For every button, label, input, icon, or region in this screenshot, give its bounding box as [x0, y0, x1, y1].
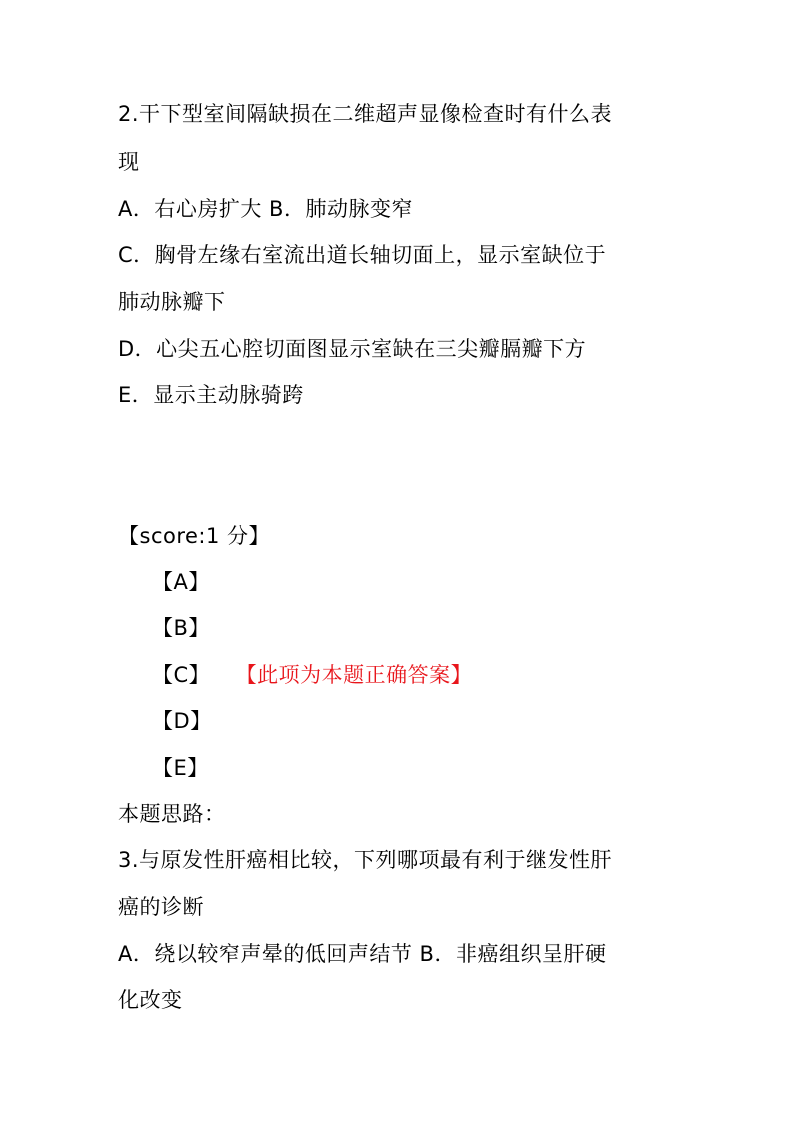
q3-option-ab-line2: 化改变	[118, 988, 183, 1012]
q3-stem-line1: 3.与原发性肝癌相比较，下列哪项最有利于继发性肝	[118, 848, 613, 872]
q2-stem-line1: 2.干下型室间隔缺损在二维超声显像检查时有什么表	[118, 102, 613, 126]
q2-option-c-line1: C．胸骨左缘右室流出道长轴切面上，显示室缺位于	[118, 243, 607, 267]
choice-c	[152, 661, 472, 689]
choice-label: 【D】	[152, 709, 212, 733]
q2-option-d: D．心尖五心腔切面图显示室缺在三尖瓣膈瓣下方	[118, 337, 587, 361]
score-label: 【score:1 分】	[118, 524, 271, 548]
q2-option-e: E．显示主动脉骑跨	[118, 383, 304, 407]
choice-label: 【B】	[152, 616, 210, 640]
choice-label: 【C】	[152, 663, 211, 687]
analysis-label: 本题思路：	[118, 802, 226, 826]
correct-answer-note: 【此项为本题正确答案】	[246, 663, 473, 687]
choice-label: 【E】	[152, 756, 209, 780]
q3-option-ab-line1: A．绕以较窄声晕的低回声结节 B．非癌组织呈肝硬	[118, 942, 607, 966]
choice-a	[152, 568, 210, 596]
q3-stem-line2: 癌的诊断	[118, 895, 204, 919]
q2-option-c-line2: 肺动脉瓣下	[118, 290, 226, 314]
q2-stem-line2: 现	[118, 150, 140, 174]
q2-option-ab: A．右心房扩大 B．肺动脉变窄	[118, 197, 413, 221]
choice-e	[152, 754, 209, 782]
choice-d	[152, 707, 212, 735]
choice-label: 【A】	[152, 570, 210, 594]
choice-b	[152, 614, 210, 642]
